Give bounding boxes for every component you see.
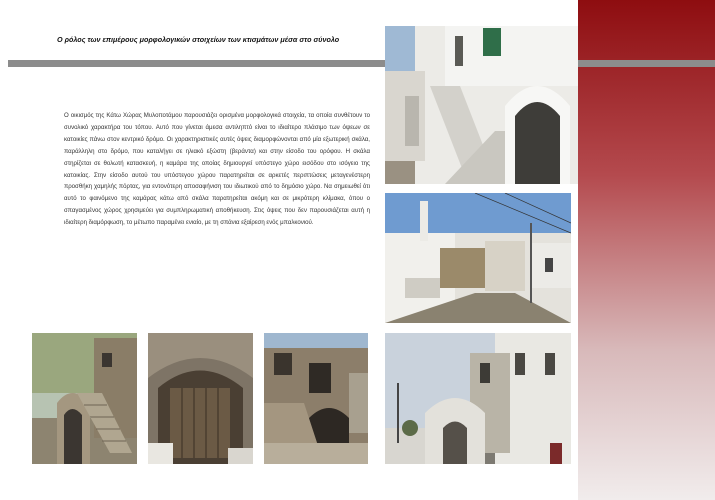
- photo-street-houses: [385, 193, 571, 323]
- accent-band: [578, 0, 715, 500]
- photo-wooden-door-arch: [148, 333, 253, 464]
- photo-house-arch-stairs: [385, 26, 578, 184]
- photo-whitewashed-lane: [385, 333, 571, 464]
- header-rule: [8, 60, 715, 67]
- photo-stone-ruin-arch: [264, 333, 368, 464]
- body-paragraph: Ο οικισμός της Κάτω Χώρας Μυλοποτάμου παρουσιάζει ορισμένα μορφολογικά στοιχεία, τα οποία συνθέτουν το συνολικό χαρακτήρα του τόπου. Αυτό που γίνεται άμεσα αντιληπτό είναι το ιδιαίτερο πλάσιμο των όψεων σε κατοικίες πάνω στον κεντρικό δρόμο. Οι χαρακτηριστικές αυτές όψεις διαμορφώνονται από μία εξωτερική σκάλα, παράλληλη στο δρόμο, που καταλήγει σε ηλιακό εξώστη (βεράντα) και στην είσοδο του ορόφου. Η σκάλα στηρίζεται σε θολωτή κατασκευή, η καμάρα της οποίας δημιουργεί υπόστεγο χώρο εισόδου στο ισόγειο της κατοικίας. Στην είσοδο αυτού του υπόστεγου χώρου παρατηρείται σε αρκετές περιπτώσεις μεταγενέστερη προσθήκη χαμηλής πόρτας, για εντονότερη αποσαφήνιση του ιδιωτικού από το δημόσιο χώρο. Να σημειωθεί ότι αυτό το φαινόμενο της καμάρας κάτω από σκάλα παρατηρείται ακόμη και σε μικρότερη κλίμακα, όπου ο σπαγασμένος χώρος χρησιμεύει για συμπληρωματική αποθήκευση. Στις όψεις που δεν παρουσιάζεται αυτή η ιδιαίτερη διαμόρφωση, το μέτωπο παραμένει ενιαίο, με τη σπάνια εξαίρεση ενός μπαλκονιού.: [64, 112, 370, 227]
- photo-stone-stairs: [32, 333, 137, 464]
- page-title: Ο ρόλος των επιμέρους μορφολογικών στοιχείων των κτισμάτων μέσα στο σύνολο: [57, 35, 340, 44]
